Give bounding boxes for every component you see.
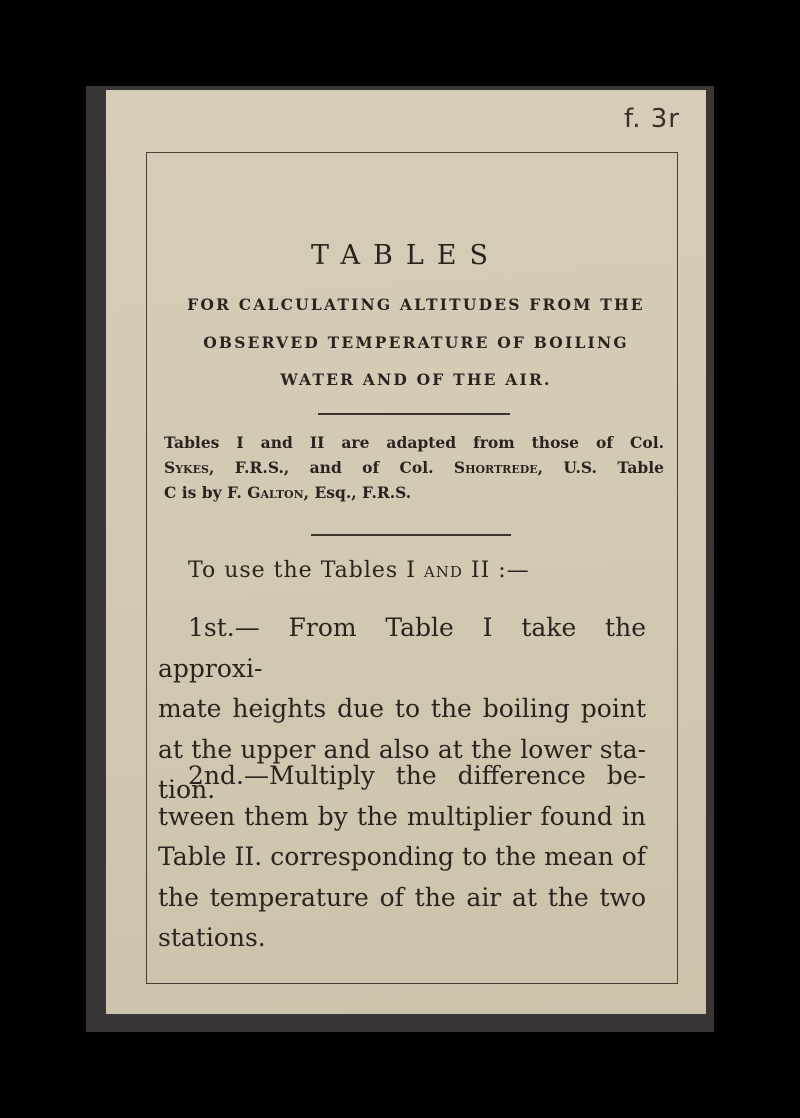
subtitle-line-3: WATER AND OF THE AIR. <box>280 370 552 389</box>
text-line: tion. <box>158 775 216 804</box>
page-title: TABLES <box>310 240 501 271</box>
text-line: at the upper and also at the lower sta- <box>158 734 646 764</box>
divider-rule <box>311 534 511 536</box>
divider-rule <box>318 413 510 415</box>
credit-line-3: C is by F. Galton, Esq., F.R.S. <box>164 483 412 502</box>
instruction-step-2 <box>158 756 646 959</box>
credit-note <box>164 430 664 505</box>
text-line: 1st.— From Table I take the approxi- <box>158 613 646 683</box>
credit-name-galton: Galton <box>247 483 304 502</box>
text-line: stations. <box>158 923 266 952</box>
shelfmark-annotation: f. 3r <box>623 104 680 134</box>
text-line: Table II. corresponding to the mean of <box>158 842 646 871</box>
section-heading: To use the Tables I and II :— <box>188 558 530 583</box>
subtitle-line-2: OBSERVED TEMPERATURE OF BOILING <box>203 333 629 352</box>
subtitle-line-1: FOR CALCULATING ALTITUDES FROM THE <box>187 295 645 314</box>
credit-name-shortrede: Shortrede <box>453 458 538 477</box>
credit-line-2: Sykes, F.R.S., and of Col. Shortrede, U.S. Table <box>164 458 664 477</box>
credit-name-sykes: Sykes <box>164 458 209 477</box>
text-line: 2nd.—Multiply the difference be- <box>188 761 646 790</box>
text-line: tween them by the multiplier found in <box>158 801 646 831</box>
credit-line-1: Tables I and II are adapted from those of Col. <box>164 433 664 452</box>
document-page <box>106 90 706 1014</box>
text-line: mate heights due to the boiling point <box>158 694 646 723</box>
text-line: the temperature of the air at the two <box>158 882 646 912</box>
